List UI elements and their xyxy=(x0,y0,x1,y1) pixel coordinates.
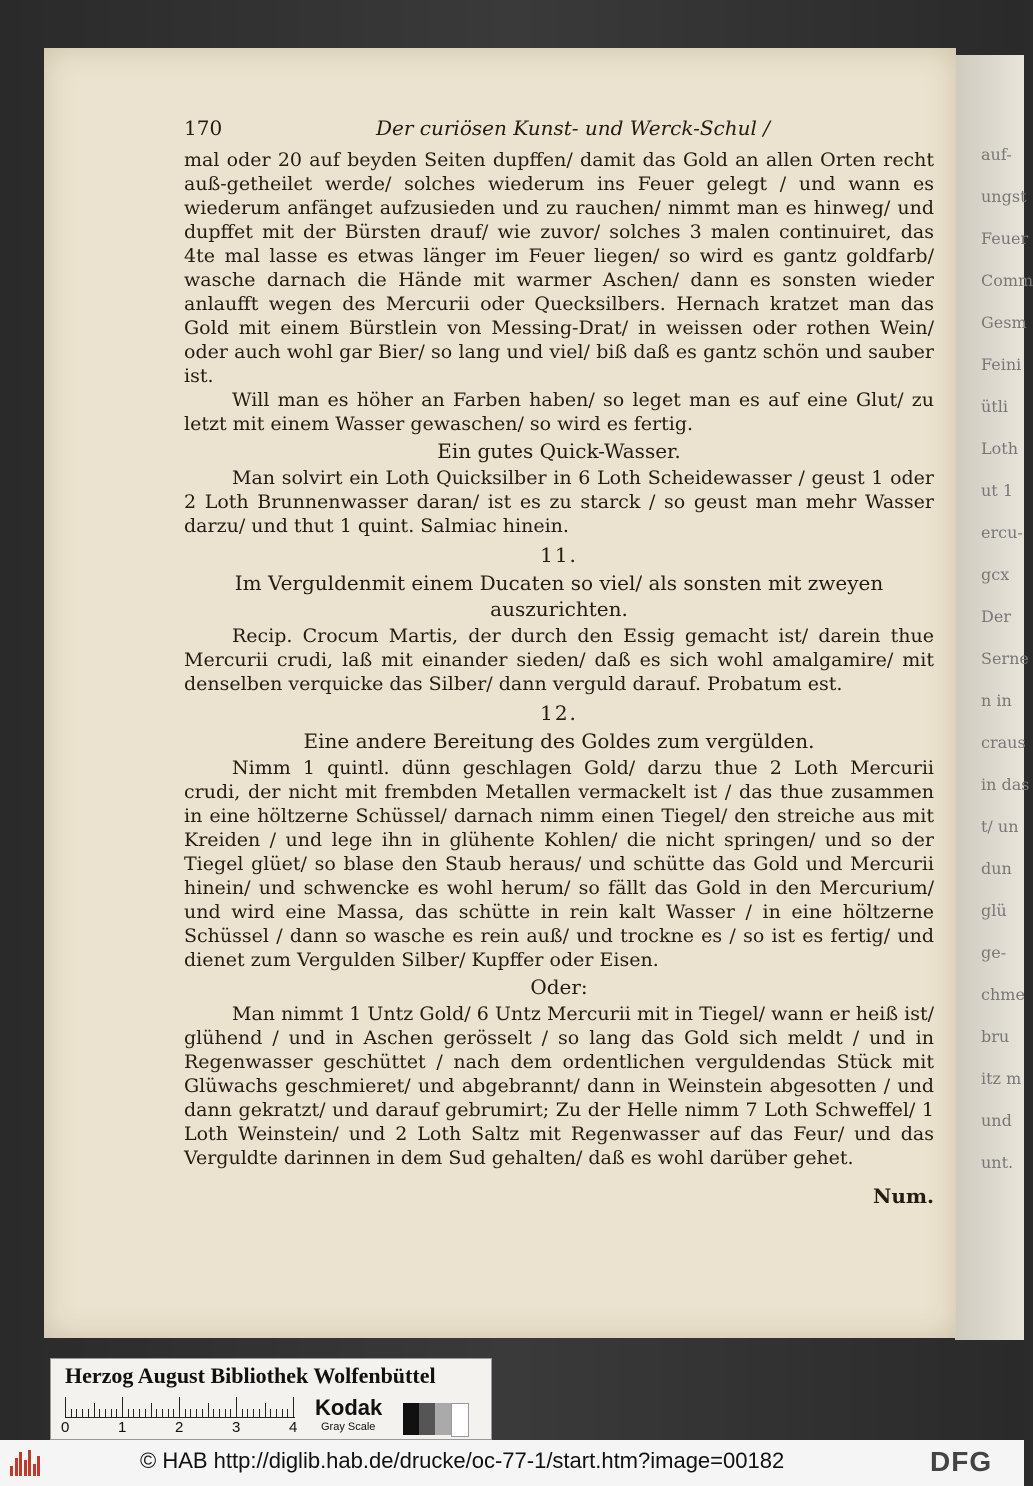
next-page-edge xyxy=(955,55,1033,1340)
gray-swatch-white xyxy=(451,1403,469,1437)
next-page-fragment: bru xyxy=(981,1027,1010,1046)
ruler-tick xyxy=(88,1409,89,1417)
logo-bar xyxy=(15,1458,18,1476)
book-page xyxy=(44,48,956,1338)
page-text xyxy=(184,116,934,1208)
section-number: 12. xyxy=(540,701,578,725)
next-page-fragment: ercu- xyxy=(981,523,1023,542)
ruler-tick xyxy=(71,1409,72,1417)
logo-bar xyxy=(37,1456,40,1476)
ruler-tick xyxy=(196,1409,197,1417)
next-page-fragment: ge- xyxy=(981,943,1007,962)
ruler-tick xyxy=(190,1409,191,1417)
ruler-tick xyxy=(128,1409,129,1417)
ruler-tick xyxy=(122,1397,123,1417)
next-page-fragment: Serne xyxy=(981,649,1029,668)
ruler-tick xyxy=(270,1409,271,1417)
section-heading: Eine andere Bereitung des Goldes zum vergülden. xyxy=(303,729,815,753)
paragraph: Man nimmt 1 Untz Gold/ 6 Untz Mercurii mit in Tiegel/ wann er heiß ist/ glühend / und in Aschen gerösselt / so lang das Gold sich meldt / und in Regenwasser geschüttet / nach dem ordentlichen verguldendas Stück mit Glüwachs geschmieret/ und abgebrannt/ dann in Weinstein abgesotten / und dann gekratzt/ und darauf gebrumirt; Zu der Helle nimm 7 Loth Schweffel/ 1 Loth Weinstein/ und 2 Loth Saltz mit Regenwasser auf das Feur/ und das Verguldte darinnen in dem Sud gehalten/ daß es wohl darüber gehet. xyxy=(184,1003,934,1169)
logo-bar xyxy=(19,1452,22,1476)
paragraph: Will man es höher an Farben haben/ so leget man es auf eine Glut/ zu letzt mit einem Wasser gewaschen/ so wird es fertig. xyxy=(184,389,934,435)
ruler-tick xyxy=(282,1409,283,1417)
next-page-fragment: und xyxy=(981,1111,1012,1130)
paragraph: Man solvirt ein Loth Quicksilber in 6 Loth Scheidewasser / geust 1 oder 2 Loth Brunnenwasser daran/ ist es zu starck / so geust man mehr Wasser darzu/ und thut 1 quint. Salmiac hinein. xyxy=(184,467,934,537)
logo-bar xyxy=(33,1464,36,1476)
ruler-tick xyxy=(105,1409,106,1417)
dfg-logo: DFG xyxy=(930,1446,993,1477)
next-page-fragment: itz m xyxy=(981,1069,1022,1088)
next-page-fragment: Feuer xyxy=(981,229,1029,248)
ruler-tick xyxy=(219,1409,220,1417)
gray-swatch-light xyxy=(435,1403,451,1435)
next-page-fragment: craus xyxy=(981,733,1026,752)
running-head: Der curiösen Kunst- und Werck-Schul / xyxy=(376,116,771,140)
ruler-tick xyxy=(259,1409,260,1417)
section-heading: Ein gutes Quick-Wasser. xyxy=(437,439,681,463)
next-page-fragment: t/ un xyxy=(981,817,1019,836)
section-number: 11. xyxy=(540,543,578,567)
hab-logo-icon xyxy=(10,1448,42,1476)
ruler-tick xyxy=(202,1409,203,1417)
next-page-fragment: dun xyxy=(981,859,1012,878)
ruler-tick xyxy=(265,1403,266,1417)
catchword: Num. xyxy=(873,1184,934,1208)
gray-scale-label: Gray Scale xyxy=(321,1421,376,1433)
ruler-tick xyxy=(236,1397,237,1417)
scale-ruler xyxy=(65,1397,295,1418)
ruler-tick xyxy=(162,1409,163,1417)
next-page-fragment: unt. xyxy=(981,1153,1014,1172)
paragraph: Recip. Crocum Martis, der durch den Essig gemacht ist/ darein thue Mercurii crudi, laß mit einander sieden/ daß es sich wohl amalgamire/ mit denselben verquicke das Silber/ dann verguld darauf. Probatum est. xyxy=(184,625,934,695)
logo-bar xyxy=(28,1450,31,1476)
next-page-fragment: in das xyxy=(981,775,1030,794)
page-header xyxy=(184,116,934,148)
text-blocks xyxy=(184,148,934,1170)
ruler-tick xyxy=(287,1409,288,1417)
paragraph: mal oder 20 auf beyden Seiten dupffen/ damit das Gold an allen Orten recht auß-getheilet werde/ solches wiederum ins Feuer gelegt / und wann es wiederum anfänget aufzusieden und zu rauchen/ nimmt man es hinweg/ und dupffet mit der Bürsten drauf/ wie zuvor/ solches 3 malen continuiret, das 4te mal lasse es etwas länger im Feuer liegen/ so wird es gantz goldfarb/ wasche darnach die Hände mit warmer Aschen/ dann es sonsten wieder anlaufft wegen des Mercurii oder Quecksilbers. Hernach kratzet man das Gold mit einem Bürstlein von Messing-Drat/ in weissen oder rothen Wein/ oder auch wohl gar Bier/ so lang und viel/ biß daß es gantz schön und sauber ist. xyxy=(184,149,934,387)
next-page-fragment: Der xyxy=(981,607,1011,626)
next-page-fragment: gcx xyxy=(981,565,1010,584)
ruler-tick xyxy=(116,1409,117,1417)
next-page-fragment: n in xyxy=(981,691,1012,710)
ruler-tick xyxy=(82,1409,83,1417)
ruler-tick xyxy=(99,1409,100,1417)
next-page-fragment: Feini xyxy=(981,355,1022,374)
ruler-number: 2 xyxy=(175,1419,184,1436)
ruler-tick xyxy=(156,1409,157,1417)
next-page-fragment: chme xyxy=(981,985,1025,1004)
gray-swatch-black xyxy=(403,1403,419,1435)
page-number: 170 xyxy=(184,116,223,140)
ruler-tick xyxy=(94,1403,95,1417)
ruler-number: 3 xyxy=(232,1419,241,1436)
ruler-number: 4 xyxy=(289,1419,298,1436)
next-page-fragment: Loth xyxy=(981,439,1018,458)
section-heading: Im Verguldenmit einem Ducaten so viel/ als sonsten mit zweyen auszurichten. xyxy=(234,571,884,621)
logo-bar xyxy=(10,1466,13,1476)
ruler-tick xyxy=(145,1409,146,1417)
next-page-fragment: glü xyxy=(981,901,1007,920)
next-page-fragment: Gesm xyxy=(981,313,1027,332)
ruler-tick xyxy=(253,1409,254,1417)
next-page-fragment: auf- xyxy=(981,145,1012,164)
gray-swatch-dark xyxy=(419,1403,435,1435)
ruler-tick xyxy=(76,1409,77,1417)
ruler-tick xyxy=(293,1397,294,1417)
ruler-tick xyxy=(276,1409,277,1417)
next-page-fragment: Comm xyxy=(981,271,1033,290)
next-page-fragment: ütli xyxy=(981,397,1008,416)
ruler-tick xyxy=(230,1409,231,1417)
next-page-fragment: ungst xyxy=(981,187,1027,206)
ruler-tick xyxy=(133,1409,134,1417)
ruler-tick xyxy=(208,1403,209,1417)
ruler-number: 0 xyxy=(61,1419,70,1436)
paragraph: Nimm 1 quintl. dünn geschlagen Gold/ darzu thue 2 Loth Mercurii crudi, der nicht mit frembden Metallen vermackelt ist / das thue zusammen in eine höltzerne Schüssel/ darnach nimm einen Tiegel/ den streiche aus mit Kreiden / und lege ihn in glühente Kohlen/ die nicht springen/ und so der Tiegel glüet/ so blase den Staub heraus/ und schütte das Gold und Mercurii hinein/ und schwencke es wohl herum/ so fällt das Gold in den Mercurium/ und wird eine Massa, das schütte in rein kalt Wasser / in eine höltzerne Schüssel / dann so wasche es rein auß/ und trockne es / so ist es fertig/ und dienet zum Vergulden Silber/ Kupffer oder Eisen. xyxy=(184,757,934,971)
library-name: Herzog August Bibliothek Wolfenbüttel xyxy=(65,1363,436,1388)
kodak-logo: Kodak xyxy=(315,1395,383,1420)
ruler-number: 1 xyxy=(118,1419,127,1436)
library-label-card xyxy=(50,1358,492,1440)
ruler-tick xyxy=(247,1409,248,1417)
ruler-tick xyxy=(185,1409,186,1417)
ruler-tick xyxy=(111,1409,112,1417)
ruler-tick xyxy=(139,1409,140,1417)
footer-url[interactable]: © HAB http://diglib.hab.de/drucke/oc-77-1/start.htm?image=00182 xyxy=(140,1448,785,1473)
ruler-tick xyxy=(213,1409,214,1417)
ruler-tick xyxy=(168,1409,169,1417)
ruler-tick xyxy=(179,1397,180,1417)
logo-bar xyxy=(24,1460,27,1476)
viewer-footer xyxy=(0,1440,1024,1486)
section-heading: Oder: xyxy=(530,975,588,999)
ruler-tick xyxy=(242,1409,243,1417)
ruler-tick xyxy=(173,1409,174,1417)
ruler-tick xyxy=(225,1409,226,1417)
next-page-fragment: ut 1 xyxy=(981,481,1013,500)
ruler-tick xyxy=(151,1403,152,1417)
ruler-tick xyxy=(65,1397,66,1417)
